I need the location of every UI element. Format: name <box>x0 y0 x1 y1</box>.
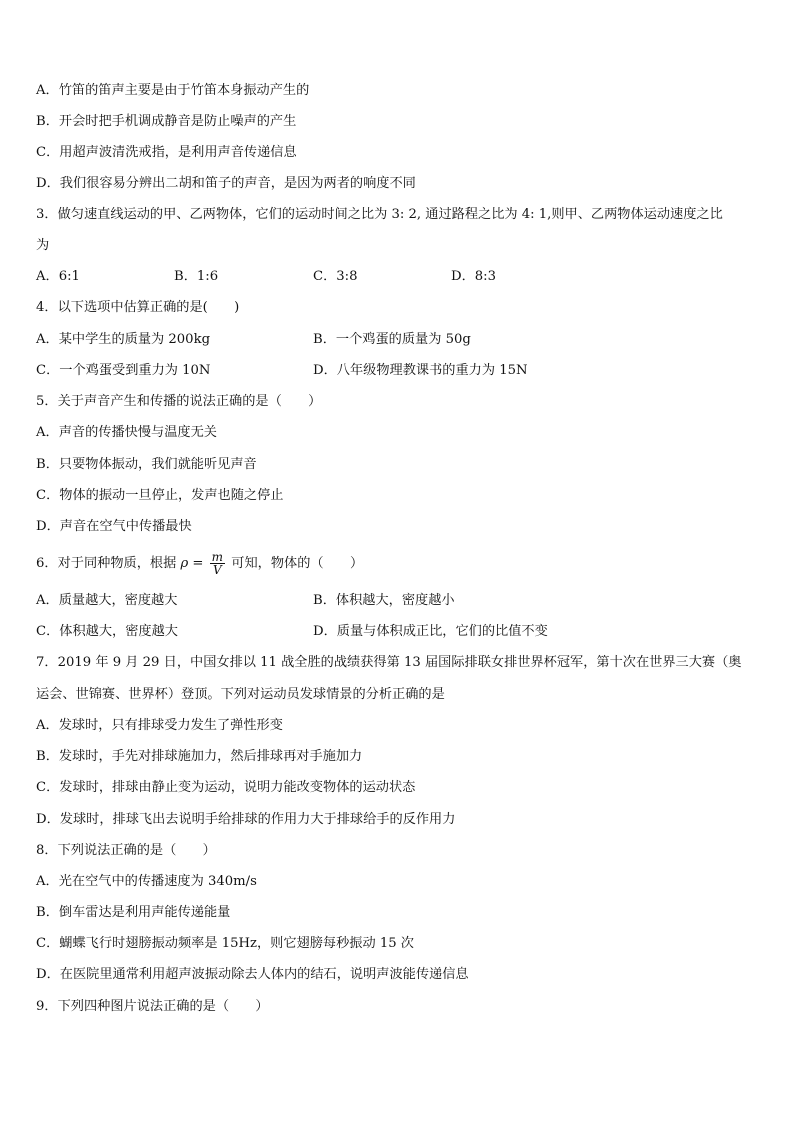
q2-option-d: D．我们很容易分辨出二胡和笛子的声音，是因为两者的响度不同 <box>36 176 416 191</box>
q2-option-c: C．用超声波清洗戒指，是利用声音传递信息 <box>36 145 297 160</box>
q5-option-d: D．声音在空气中传播最快 <box>36 519 192 534</box>
q5-option-c: C．物体的振动一旦停止，发声也随之停止 <box>36 488 284 503</box>
q7-option-d: D．发球时，排球飞出去说明手给排球的作用力大于排球给手的反作用力 <box>36 812 456 827</box>
fraction-denominator: V <box>213 563 222 577</box>
q6-option-d: D．质量与体积成正比，它们的比值不变 <box>313 624 548 639</box>
q4-option-a: A．某中学生的质量为 200kg <box>36 332 211 347</box>
q8-option-c: C．蝴蝶飞行时翅膀振动频率是 15Hz，则它翅膀每秒振动 15 次 <box>36 936 414 951</box>
q2-option-a: A．竹笛的笛声主要是由于竹笛本身振动产生的 <box>36 83 310 98</box>
q7-stem-line1: 7．2019 年 9 月 29 日，中国女排以 11 战全胜的战绩获得第 13 届国际排联女排世界杯冠军，第十次在世界三大赛（奥 <box>36 655 742 670</box>
q6-stem-prefix: 6．对于同种物质，根据 <box>36 556 177 571</box>
q7-option-c: C．发球时，排球由静止变为运动，说明力能改变物体的运动状态 <box>36 780 416 795</box>
q8-option-a: A．光在空气中的传播速度为 340m/s <box>36 874 257 889</box>
q3-option-c: C．3:8 <box>313 269 358 284</box>
q5-option-b: B．只要物体振动，我们就能听见声音 <box>36 457 257 472</box>
q3-option-d: D．8:3 <box>451 269 496 284</box>
q6-option-a: A．质量越大，密度越大 <box>36 593 178 608</box>
q6-option-b: B．体积越大，密度越小 <box>313 593 455 608</box>
q6-stem-suffix: 可知，物体的（ ） <box>231 556 364 571</box>
q3-stem-line1: 3．做匀速直线运动的甲、乙两物体，它们的运动时间之比为 3: 2, 通过路程之比为 4: 1,则甲、乙两物体运动速度之比 <box>36 207 723 222</box>
q7-option-b: B．发球时，手先对排球施加力，然后排球再对手施加力 <box>36 749 363 764</box>
q7-stem-line2: 运会、世锦赛、世界杯）登顶。下列对运动员发球情景的分析正确的是 <box>36 687 445 702</box>
q6-stem <box>36 550 363 578</box>
q8-option-d: D．在医院里通常利用超声波振动除去人体内的结石，说明声波能传递信息 <box>36 967 469 982</box>
q8-stem: 8．下列说法正确的是（ ） <box>36 843 216 858</box>
q5-option-a: A．声音的传播快慢与温度无关 <box>36 425 217 440</box>
q4-option-c: C．一个鸡蛋受到重力为 10N <box>36 363 211 378</box>
density-fraction <box>210 551 225 576</box>
fraction-numerator: m <box>211 550 224 564</box>
q5-stem: 5．关于声音产生和传播的说法正确的是（ ） <box>36 394 322 409</box>
q3-stem-line2: 为 <box>36 238 50 253</box>
q4-stem: 4．以下选项中估算正确的是( ) <box>36 300 240 315</box>
q3-option-a: A．6:1 <box>36 269 80 284</box>
q9-stem: 9．下列四种图片说法正确的是（ ） <box>36 999 269 1014</box>
density-formula-lhs: ρ = <box>180 556 204 571</box>
q3-option-b: B．1:6 <box>174 269 219 284</box>
q8-option-b: B．倒车雷达是利用声能传递能量 <box>36 905 231 920</box>
q7-option-a: A．发球时，只有排球受力发生了弹性形变 <box>36 718 283 733</box>
q6-option-c: C．体积越大，密度越大 <box>36 624 178 639</box>
q2-option-b: B．开会时把手机调成静音是防止噪声的产生 <box>36 114 297 129</box>
q4-option-b: B．一个鸡蛋的质量为 50g <box>313 332 471 347</box>
q4-option-d: D．八年级物理教课书的重力为 15N <box>313 363 528 378</box>
